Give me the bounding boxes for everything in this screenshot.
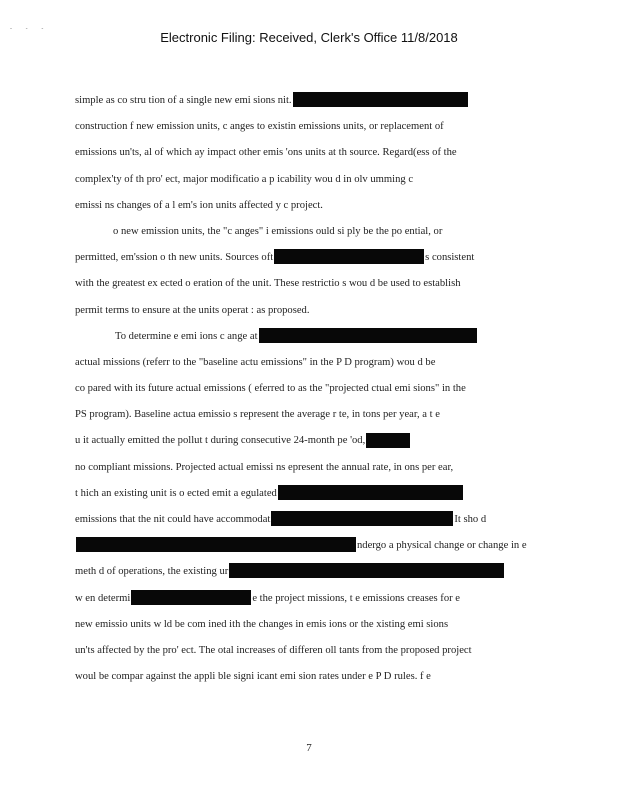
line-text: no compliant missions. Projected actual emissi ns epresent the annual rate, in ons per ear, [75, 461, 454, 473]
line-text: woul be compar against the appli ble signi icant emi sion rates under e P D rules. f e [75, 671, 431, 683]
line-text: permitted, em'ssion o th new units. Sources oft [75, 252, 274, 264]
document-body [75, 88, 530, 690]
redaction-block [229, 563, 504, 578]
body-line [75, 114, 530, 140]
redaction-block [131, 590, 251, 605]
body-line [75, 402, 530, 428]
filing-stamp-header: Electronic Filing: Received, Clerk's Office 11/8/2018 [160, 30, 458, 45]
body-line [75, 245, 530, 271]
body-line [75, 167, 530, 193]
redaction-block [278, 485, 463, 500]
body-line [75, 586, 530, 612]
body-line [75, 140, 530, 166]
page-number: 7 [306, 742, 312, 754]
body-line [75, 193, 530, 219]
line-text: with the greatest ex ected o eration of the unit. These restrictio s wou d be used to establish [75, 278, 461, 290]
line-text: emissions that the nit could have accommodat [75, 514, 271, 525]
line-text: meth d of operations, the existing ur [75, 566, 229, 578]
body-line [75, 455, 530, 481]
line-text: actual missions (referr to the "baseline actu emissions" in the P D program) wou d be [75, 356, 436, 368]
body-line [75, 350, 530, 376]
line-text: construction f new emission units, c anges to existin emissions units, or replacement of [75, 121, 444, 133]
line-text: un'ts affected by the pro' ect. The otal increases of differen oll tants from the proposed project [75, 644, 472, 656]
redaction-block [293, 92, 468, 107]
line-text: emissions un'ts, al of which ay impact other emis 'ons units at th source. Regard(ess of the [75, 147, 457, 159]
body-line [75, 612, 530, 638]
body-line [75, 664, 530, 690]
line-text: simple as co stru tion of a single new emi sions nit. [75, 95, 292, 106]
body-line [75, 507, 530, 533]
line-text-after-redaction: s consistent [425, 252, 475, 264]
body-line [75, 298, 530, 324]
body-line [75, 559, 530, 585]
scan-specks: - - - [10, 26, 50, 32]
body-line [75, 533, 530, 559]
line-text-after-redaction: e the project missions, t e emissions creases for e [252, 592, 461, 604]
line-text: new emissio units w ld be com ined ith the changes in emis ions or the xisting emi sions [75, 618, 449, 630]
line-text-after-redaction: ndergo a physical change or change in e [357, 540, 527, 552]
line-text: emissi ns changes of a l em's ion units affected y c project. [75, 199, 323, 211]
line-text: t hich an existing unit is o ected emit a egulated [75, 487, 277, 499]
body-line [75, 88, 530, 114]
body-line [75, 219, 530, 245]
line-text: complex'ty of th pro' ect, major modificatio a p icability wou d in olv umming c [75, 173, 414, 185]
redaction-block [76, 537, 356, 552]
redaction-block [271, 511, 453, 526]
redaction-block [259, 328, 477, 343]
body-line [75, 481, 530, 507]
body-line [75, 638, 530, 664]
line-text: permit terms to ensure at the units operat : as proposed. [75, 304, 310, 316]
redaction-block [366, 433, 410, 448]
line-text: o new emission units, the "c anges" i emissions ould si ply be the po ential, or [113, 225, 443, 237]
body-line [75, 271, 530, 297]
body-line [75, 324, 530, 350]
line-text: PS program). Baseline actua emissio s represent the average r te, in tons per year, a t e [75, 409, 440, 421]
line-text: u it actually emitted the pollut t during consecutive 24-month pe 'od, [75, 435, 366, 447]
line-text: To determine e emi ions c ange at [115, 330, 258, 342]
line-text-after-redaction: It sho d [454, 514, 487, 525]
body-line [75, 376, 530, 402]
redaction-block [274, 249, 424, 264]
body-line [75, 428, 530, 454]
line-text: w en determi [75, 592, 131, 604]
line-text: co pared with its future actual emissions ( eferred to as the "projected ctual emi sions" in the [75, 383, 466, 395]
